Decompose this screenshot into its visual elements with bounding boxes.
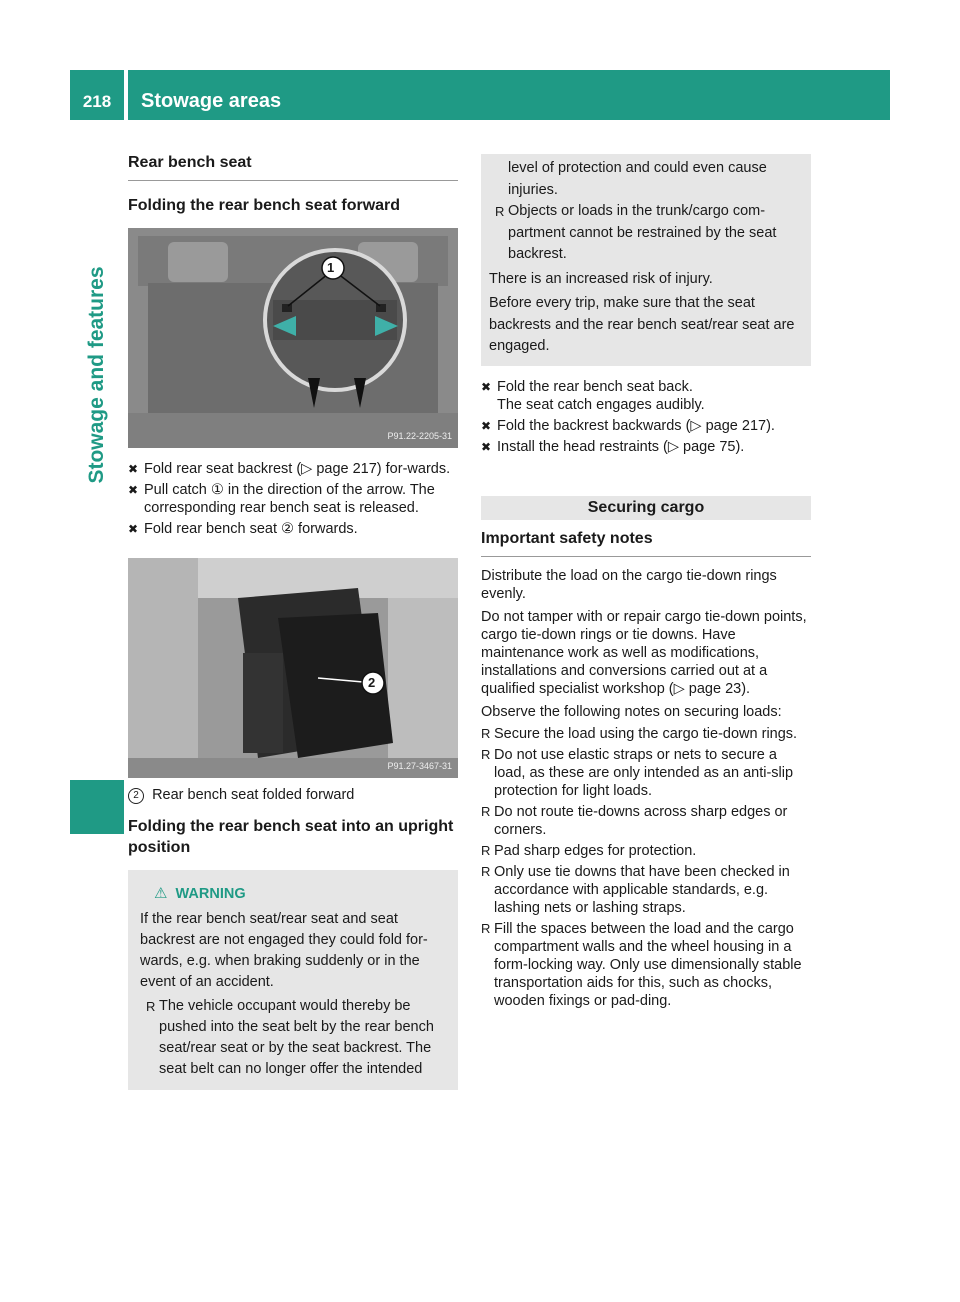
step-item: ✖ Pull catch ① in the direction of the arrow. The corresponding rear bench seat is released.	[128, 482, 435, 516]
page-number: 218	[82, 92, 112, 111]
step-arrow-icon: ✖	[481, 439, 492, 454]
bullet-icon: R	[481, 842, 491, 858]
bullet-icon: R	[495, 204, 505, 219]
steps-fold-forward	[128, 460, 458, 538]
warning-continuation: level of protection and could even cause injuries.	[508, 160, 767, 198]
paragraph-observe: Observe the following notes on securing loads:	[481, 703, 782, 720]
figure-callout-2: 2	[368, 675, 376, 690]
section-rule	[128, 180, 458, 181]
paragraph-tamper: Do not tamper with or repair cargo tie-down points, cargo tie-down rings or tie downs. Have maintenance work as well as modifications, installations and conversions carried out at a qualified specialist workshop (▷ page 23).	[481, 608, 807, 697]
step-item: ✖ Fold rear seat backrest (▷ page 217) for-wards.	[128, 461, 451, 477]
warning-heading	[140, 883, 450, 905]
right-column	[481, 154, 811, 1010]
subsection-title-fold-forward: Folding the rear bench seat forward	[128, 197, 401, 214]
side-tab	[70, 140, 124, 610]
bullet-icon: R	[481, 725, 491, 741]
step-arrow-icon: ✖	[128, 522, 139, 536]
warning-advice: Before every trip, make sure that the seat backrests and the rear bench seat/rear seat are engaged.	[489, 295, 795, 354]
bullet-icon: R	[481, 920, 491, 936]
steps-upright	[481, 378, 811, 456]
warning-bullet: R The vehicle occupant would thereby be pushed into the seat belt by the rear bench seat/rear seat or by the seat backrest. The seat belt can no longer offer the intended	[146, 998, 434, 1077]
subsection-title-upright: Folding the rear bench seat into an upright position	[128, 818, 454, 856]
list-item: R Do not use elastic straps or nets to secure a load, as these are only intended as an anti-slip protection for light loads.	[481, 746, 794, 799]
bullet-icon: R	[481, 863, 491, 879]
step-arrow-icon: ✖	[128, 462, 139, 476]
figure-caption: 2 Rear bench seat folded forward	[128, 786, 458, 804]
step-item: ✖ Install the head restraints (▷ page 75).	[481, 438, 745, 455]
section-title: Rear bench seat	[128, 154, 252, 171]
warning-bullet: R Objects or loads in the trunk/cargo com-partment cannot be restrained by the seat backrest.	[495, 203, 777, 262]
subsection-rule	[481, 556, 811, 557]
figure-seat-catch-illustration	[128, 228, 458, 448]
step-item: ✖ Fold the rear bench seat back. The seat catch engages audibly.	[481, 378, 705, 413]
step-item: ✖ Fold the backrest backwards (▷ page 217).	[481, 417, 775, 434]
step-item: ✖ Fold rear bench seat ② forwards.	[128, 521, 358, 537]
page-number-box	[70, 70, 124, 120]
step-arrow-icon: ✖	[128, 483, 139, 497]
callout-2-icon: 2	[128, 788, 144, 804]
figure-seat-catch	[128, 228, 458, 448]
warning-icon: ⚠	[154, 885, 168, 902]
list-item: R Only use tie downs that have been checked in accordance with applicable standards, e.g. lashing nets or lashing straps.	[481, 863, 790, 916]
warning-title: WARNING	[175, 886, 246, 902]
list-item: R Fill the spaces between the load and the cargo compartment walls and the wheel housing in a form-locking way. Only use dimensionally stable transportation aids for this, such as chocks, wooden fixings or pad-ding.	[481, 920, 802, 1009]
subsection-title-safety-notes: Important safety notes	[481, 529, 653, 547]
bullet-icon: R	[146, 999, 156, 1014]
warning-risk: There is an increased risk of injury.	[489, 270, 713, 287]
step-arrow-icon: ✖	[481, 379, 492, 394]
bullet-icon: R	[481, 746, 491, 762]
side-tab-label: Stowage and features	[85, 266, 108, 484]
section-banner-securing-cargo: Securing cargo	[481, 496, 811, 520]
warning-box-continued	[481, 154, 811, 366]
step-arrow-icon: ✖	[481, 418, 492, 433]
page-header-title: Stowage areas	[128, 70, 890, 120]
warning-box	[128, 870, 458, 1090]
bullet-icon: R	[481, 803, 491, 819]
figure-code-1: P91.22-2205-31	[387, 431, 452, 441]
figure-callout-1: 1	[327, 260, 335, 275]
side-tab-marker	[70, 780, 124, 834]
list-item: R Do not route tie-downs across sharp edges or corners.	[481, 803, 788, 838]
list-item: R Pad sharp edges for protection.	[481, 842, 697, 859]
paragraph-distribute: Distribute the load on the cargo tie-down rings evenly.	[481, 567, 777, 602]
figure-seat-folded	[128, 558, 458, 778]
safety-bullet-list	[481, 725, 811, 1010]
figure-seat-folded-illustration	[128, 558, 458, 778]
list-item: R Secure the load using the cargo tie-down rings.	[481, 725, 798, 742]
left-column	[128, 154, 458, 1090]
figure-code-2: P91.27-3467-31	[387, 761, 452, 771]
warning-body: If the rear bench seat/rear seat and seat backrest are not engaged they could fold for-wards, e.g. when braking suddenly or in the event of an accident.	[140, 911, 428, 990]
